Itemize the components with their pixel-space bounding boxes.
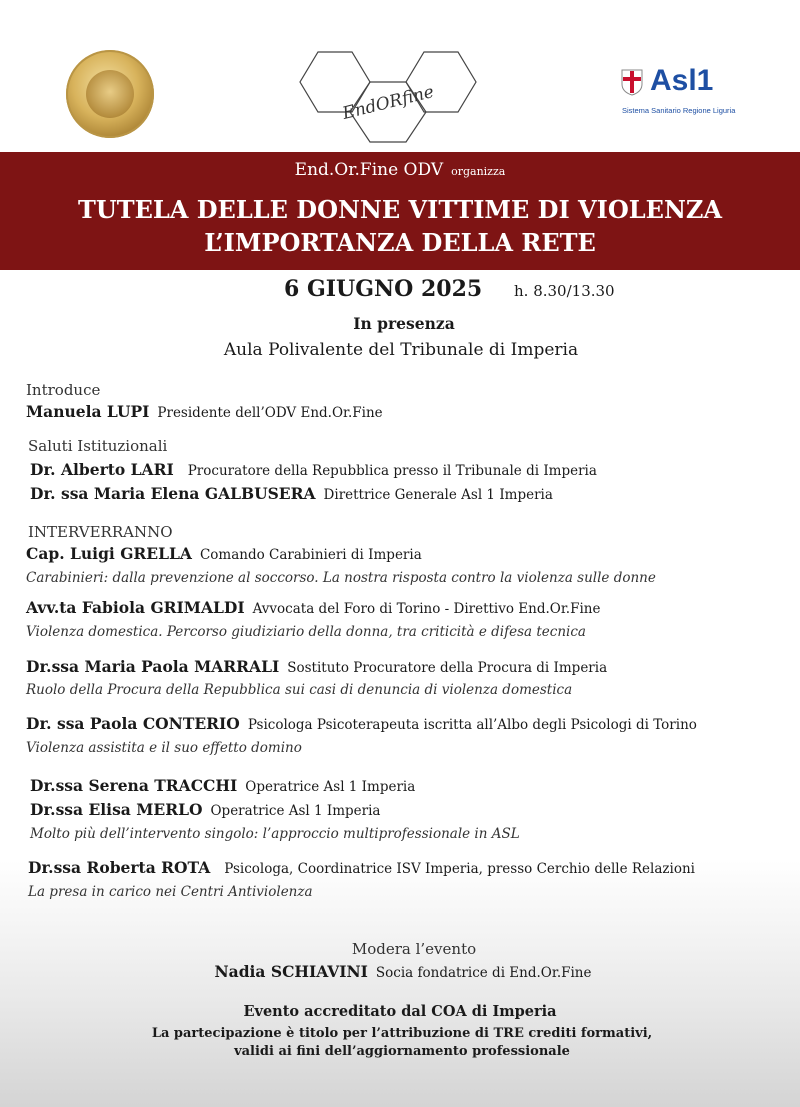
introduce-name: Manuela LUPI [26,402,150,421]
asl-name: Asl1 [650,64,714,97]
speaker-entry [26,714,697,733]
speaker-role: Psicologa Psicoterapeuta iscritta all’Albo degli Psicologi di Torino [247,717,697,733]
saluti-role: Procuratore della Repubblica presso il Tribunale di Imperia [187,463,597,479]
speaker-topic: Violenza assistita e il suo effetto domino [26,740,302,756]
moderator-entry [0,962,800,981]
moderator-role: Socia fondatrice di End.Or.Fine [375,965,592,981]
event-title-line2: L’IMPORTANZA DELLA RETE [204,228,596,257]
introduce-label: Introduce [26,381,101,399]
accreditation-line1: La partecipazione è titolo per l’attribuzione di TRE crediti formativi, [151,1026,653,1041]
introduce-role: Presidente dell’ODV End.Or.Fine [157,405,383,421]
speaker-name: Dr.ssa Elisa MERLO [30,800,203,819]
speaker-name: Dr.ssa Roberta ROTA [28,858,211,877]
speaker-role: Operatrice Asl 1 Imperia [245,779,416,795]
saluti-role: Direttrice Generale Asl 1 Imperia [323,487,553,503]
organizer-suffix: organizza [451,165,506,178]
event-time: h. 8.30/13.30 [514,282,615,300]
speaker-role: Sostituto Procuratore della Procura di Imperia [287,660,608,676]
saluti-entry [30,484,553,503]
speaker-entry [26,544,422,563]
moderator-name: Nadia SCHIAVINI [214,962,368,981]
event-date: 6 GIUGNO 2025 [284,276,483,302]
interverranno-label: INTERVERRANNO [28,523,173,541]
event-title-line1: TUTELA DELLE DONNE VITTIME DI VIOLENZA [77,195,723,224]
saluti-name: Dr. ssa Maria Elena GALBUSERA [30,484,316,503]
endorfine-script: EndORfine [340,81,436,124]
speaker-name: Dr.ssa Maria Paola MARRALI [26,657,280,676]
speaker-name: Avv.ta Fabiola GRIMALDI [26,598,245,617]
introduce-entry [26,402,383,421]
speaker-topic: Ruolo della Procura della Repubblica sui casi di denuncia di violenza domestica [26,682,573,698]
speaker-topic: Carabinieri: dalla prevenzione al soccorso. La nostra risposta contro la violenza sulle donne [26,570,656,586]
speaker-entry [30,800,380,819]
seal-portrait-icon [86,70,134,118]
saluti-entry [30,460,597,479]
speaker-name: Cap. Luigi GRELLA [26,544,192,563]
speaker-topic: Violenza domestica. Percorso giudiziario della donna, tra criticità e difesa tecnica [26,624,586,640]
speaker-name: Dr. ssa Paola CONTERIO [26,714,240,733]
organizer-line [0,160,800,180]
speaker-topic: Molto più dell’intervento singolo: l’approccio multiprofessionale in ASL [30,826,520,842]
speaker-topic: La presa in carico nei Centri Antiviolenza [28,884,313,900]
accreditation-title: Evento accreditato dal COA di Imperia [243,1003,557,1020]
speaker-entry [30,776,415,795]
speaker-role: Operatrice Asl 1 Imperia [210,803,381,819]
moderator-label: Modera l’evento [351,940,477,958]
saluti-label: Saluti Istituzionali [28,437,168,455]
organizer-name: End.Or.Fine ODV [294,160,444,180]
accreditation-line2: validi ai fini dell’aggiornamento professionale [234,1044,570,1059]
speaker-entry [28,858,695,877]
speaker-entry [26,598,600,617]
saluti-name: Dr. Alberto LARI [30,460,174,479]
event-venue: Aula Polivalente del Tribunale di Imperia [223,340,579,360]
speaker-role: Psicologa, Coordinatrice ISV Imperia, presso Cerchio delle Relazioni [224,861,695,877]
speaker-role: Avvocata del Foro di Torino - Direttivo End.Or.Fine [252,601,601,617]
asl-subtitle: Sistema Sanitario Regione Liguria [622,106,736,115]
speaker-name: Dr.ssa Serena TRACCHI [30,776,238,795]
endorfine-logo [288,40,488,150]
speaker-role: Comando Carabinieri di Imperia [199,547,422,563]
liguria-crest-icon [620,68,644,96]
speaker-entry [26,657,607,676]
ordine-avvocati-seal [66,50,154,138]
event-mode: In presenza [353,314,455,333]
